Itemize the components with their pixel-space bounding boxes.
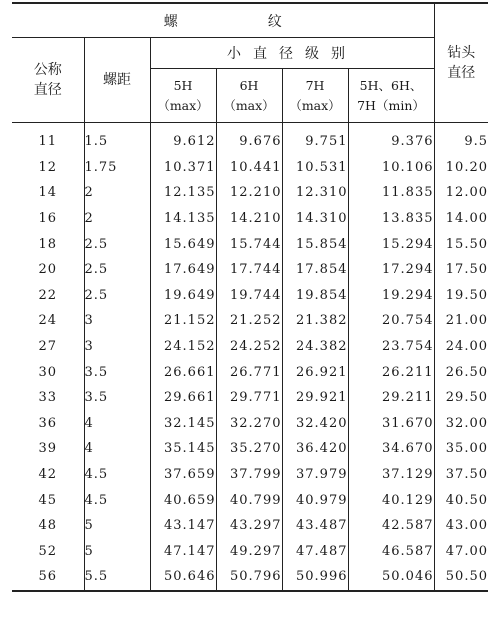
- pitch-header: 螺距: [84, 38, 150, 123]
- grade-6h-cell: 17.744: [216, 257, 282, 283]
- nominal-diameter-cell: 12: [38, 159, 58, 175]
- grade-6h-cell: 35.270: [216, 436, 282, 462]
- table-row: [12, 564, 488, 591]
- grade-5h-cell: 15.649: [150, 231, 216, 257]
- grade-5h-header: [150, 69, 216, 123]
- grade-7h-cell: 9.751: [282, 123, 348, 155]
- grade-6h-cell: 50.796: [216, 564, 282, 591]
- grade-6h-cell: 14.210: [216, 206, 282, 232]
- nominal-diameter-cell: 22: [38, 287, 58, 303]
- pitch-cell: 3: [84, 334, 150, 360]
- grade-7h-cell: 14.310: [282, 206, 348, 232]
- drill-diameter-cell: 35.00: [434, 436, 488, 462]
- grade-min-cell: 46.587: [348, 539, 434, 565]
- drill-diameter-cell: 19.50: [434, 283, 488, 309]
- grade-min-cell: 9.376: [348, 123, 434, 155]
- grade-min-cell: 13.835: [348, 206, 434, 232]
- drill-diameter-cell: 43.00: [434, 513, 488, 539]
- pitch-cell: 3: [84, 308, 150, 334]
- grade-7h-cell: 50.996: [282, 564, 348, 591]
- table-row: [12, 487, 488, 513]
- grade-7h-cell: 17.854: [282, 257, 348, 283]
- minor-diameter-grade-header: 小直径级别: [150, 38, 434, 69]
- grade-6h-cell: 24.252: [216, 334, 282, 360]
- drill-diameter-cell: 24.00: [434, 334, 488, 360]
- drill-diameter-header: [434, 3, 488, 123]
- table-row: [12, 539, 488, 565]
- grade-7h-cell: 19.854: [282, 283, 348, 309]
- pitch-cell: 2.5: [84, 231, 150, 257]
- grade-7h-cell: 43.487: [282, 513, 348, 539]
- grade-5h-cell: 35.145: [150, 436, 216, 462]
- table-row: [12, 180, 488, 206]
- drill-header-line-1: 钻头: [447, 45, 476, 61]
- grade-min-cell: 19.294: [348, 283, 434, 309]
- drill-diameter-cell: 40.50: [434, 487, 488, 513]
- pitch-cell: 1.75: [84, 155, 150, 181]
- grade-7h-cell: 10.531: [282, 155, 348, 181]
- grade-6h-cell: 26.771: [216, 359, 282, 385]
- grade-7h-header: [282, 69, 348, 123]
- grade-min-line-1: 5H、6H、: [359, 77, 423, 93]
- grade-5h-cell: 47.147: [150, 539, 216, 565]
- grade-5h-cell: 29.661: [150, 385, 216, 411]
- pitch-cell: 1.5: [84, 123, 150, 155]
- table-row: [12, 155, 488, 181]
- table-row: [12, 436, 488, 462]
- grade-min-cell: 40.129: [348, 487, 434, 513]
- table-row: [12, 231, 488, 257]
- nominal-diameter-cell: 30: [38, 364, 58, 380]
- grade-min-cell: 26.211: [348, 359, 434, 385]
- pitch-cell: 3.5: [84, 359, 150, 385]
- header-row-thread: [12, 3, 488, 38]
- grade-7h-cell: 15.854: [282, 231, 348, 257]
- grade-6h-header: [216, 69, 282, 123]
- table-row: [12, 283, 488, 309]
- drill-diameter-cell: 32.00: [434, 411, 488, 437]
- pitch-cell: 5: [84, 513, 150, 539]
- table-row: [12, 462, 488, 488]
- grade-min-cell: 37.129: [348, 462, 434, 488]
- nominal-diameter-cell: 20: [38, 262, 58, 278]
- nominal-diameter-cell: 24: [38, 313, 58, 329]
- grade-min-cell: 50.046: [348, 564, 434, 591]
- grade-5h-cell: 24.152: [150, 334, 216, 360]
- grade-6h-cell: 32.270: [216, 411, 282, 437]
- grade-5h-cell: 43.147: [150, 513, 216, 539]
- grade-7h-cell: 36.420: [282, 436, 348, 462]
- pitch-cell: 4.5: [84, 487, 150, 513]
- nominal-diameter-cell: 33: [38, 390, 58, 406]
- pitch-cell: 3.5: [84, 385, 150, 411]
- table-body: [12, 123, 488, 591]
- grade-min-cell: 23.754: [348, 334, 434, 360]
- grade-7h-line-2: （max）: [289, 97, 341, 113]
- grade-5h-cell: 9.612: [150, 123, 216, 155]
- drill-diameter-cell: 17.50: [434, 257, 488, 283]
- grade-5h-cell: 26.661: [150, 359, 216, 385]
- nominal-diameter-cell: 27: [38, 339, 58, 355]
- grade-6h-cell: 37.799: [216, 462, 282, 488]
- drill-diameter-cell: 47.00: [434, 539, 488, 565]
- grade-5h-line-1: 5H: [173, 77, 193, 93]
- grade-5h-cell: 12.135: [150, 180, 216, 206]
- nominal-diameter-cell: 52: [38, 543, 58, 559]
- thread-header-left: 螺: [163, 13, 178, 30]
- grade-5h-cell: 14.135: [150, 206, 216, 232]
- grade-5h-cell: 10.371: [150, 155, 216, 181]
- grade-7h-line-1: 7H: [305, 77, 325, 93]
- nominal-header-line-1: 公称: [33, 62, 62, 78]
- grade-7h-cell: 37.979: [282, 462, 348, 488]
- nominal-diameter-cell: 36: [38, 415, 58, 431]
- grade-min-cell: 31.670: [348, 411, 434, 437]
- table-row: [12, 513, 488, 539]
- grade-min-cell: 42.587: [348, 513, 434, 539]
- thread-header: [12, 3, 434, 38]
- table-row: [12, 206, 488, 232]
- grade-6h-line-1: 6H: [239, 77, 259, 93]
- nominal-header-line-2: 直径: [33, 82, 62, 98]
- table-row: [12, 308, 488, 334]
- pitch-cell: 4: [84, 436, 150, 462]
- nominal-diameter-cell: 56: [12, 564, 84, 591]
- pitch-cell: 5: [84, 539, 150, 565]
- header-row-grade: [12, 38, 488, 69]
- grade-6h-cell: 40.799: [216, 487, 282, 513]
- grade-min-cell: 29.211: [348, 385, 434, 411]
- nominal-diameter-cell: 42: [38, 467, 58, 483]
- grade-min-cell: 17.294: [348, 257, 434, 283]
- pitch-cell: 4.5: [84, 462, 150, 488]
- pitch-cell: 4: [84, 411, 150, 437]
- nominal-diameter-cell: 39: [38, 441, 58, 457]
- drill-diameter-cell: 21.00: [434, 308, 488, 334]
- table-row: [12, 334, 488, 360]
- pitch-cell: 2: [84, 180, 150, 206]
- grade-5h-cell: 21.152: [150, 308, 216, 334]
- drill-diameter-cell: 26.50: [434, 359, 488, 385]
- table-row: [12, 411, 488, 437]
- grade-5h-cell: 37.659: [150, 462, 216, 488]
- nominal-diameter-cell: 11: [38, 134, 58, 150]
- drill-diameter-cell: 14.00: [434, 206, 488, 232]
- nominal-diameter-cell: 14: [38, 185, 58, 201]
- grade-min-header: [348, 69, 434, 123]
- nominal-diameter-header: [12, 38, 84, 123]
- grade-min-cell: 34.670: [348, 436, 434, 462]
- drill-diameter-cell: 12.00: [434, 180, 488, 206]
- table-row: [12, 385, 488, 411]
- drill-diameter-cell: 50.50: [434, 564, 488, 591]
- grade-6h-line-2: （max）: [223, 97, 275, 113]
- grade-6h-cell: 9.676: [216, 123, 282, 155]
- grade-7h-cell: 40.979: [282, 487, 348, 513]
- pitch-cell: 2: [84, 206, 150, 232]
- pitch-cell: 5.5: [84, 564, 150, 591]
- grade-6h-cell: 43.297: [216, 513, 282, 539]
- grade-min-cell: 11.835: [348, 180, 434, 206]
- thread-dimension-table: [12, 2, 488, 592]
- table-row: [12, 359, 488, 385]
- drill-diameter-cell: 15.50: [434, 231, 488, 257]
- table-row: [12, 123, 488, 155]
- grade-7h-cell: 29.921: [282, 385, 348, 411]
- thread-header-right: 纹: [267, 13, 282, 30]
- grade-7h-cell: 32.420: [282, 411, 348, 437]
- drill-diameter-cell: 9.5: [434, 123, 488, 155]
- pitch-cell: 2.5: [84, 257, 150, 283]
- nominal-diameter-cell: 18: [38, 236, 58, 252]
- grade-6h-cell: 19.744: [216, 283, 282, 309]
- grade-6h-cell: 29.771: [216, 385, 282, 411]
- grade-6h-cell: 12.210: [216, 180, 282, 206]
- pitch-cell: 2.5: [84, 283, 150, 309]
- grade-6h-cell: 49.297: [216, 539, 282, 565]
- grade-min-line-2: 7H（min）: [357, 97, 425, 113]
- grade-5h-cell: 19.649: [150, 283, 216, 309]
- grade-7h-cell: 24.382: [282, 334, 348, 360]
- table-header: [12, 3, 488, 123]
- grade-6h-cell: 10.441: [216, 155, 282, 181]
- grade-min-cell: 10.106: [348, 155, 434, 181]
- grade-5h-cell: 32.145: [150, 411, 216, 437]
- grade-5h-cell: 40.659: [150, 487, 216, 513]
- drill-diameter-cell: 29.50: [434, 385, 488, 411]
- grade-min-cell: 15.294: [348, 231, 434, 257]
- drill-diameter-cell: 37.50: [434, 462, 488, 488]
- drill-diameter-cell: 10.20: [434, 155, 488, 181]
- grade-7h-cell: 26.921: [282, 359, 348, 385]
- grade-7h-cell: 12.310: [282, 180, 348, 206]
- grade-5h-cell: 17.649: [150, 257, 216, 283]
- grade-5h-cell: 50.646: [150, 564, 216, 591]
- grade-7h-cell: 47.487: [282, 539, 348, 565]
- table-row: [12, 257, 488, 283]
- grade-6h-cell: 15.744: [216, 231, 282, 257]
- grade-5h-line-2: （max）: [157, 97, 209, 113]
- grade-min-cell: 20.754: [348, 308, 434, 334]
- nominal-diameter-cell: 48: [38, 518, 58, 534]
- grade-6h-cell: 21.252: [216, 308, 282, 334]
- grade-7h-cell: 21.382: [282, 308, 348, 334]
- drill-header-line-2: 直径: [447, 65, 476, 81]
- nominal-diameter-cell: 45: [38, 492, 58, 508]
- nominal-diameter-cell: 16: [38, 211, 58, 227]
